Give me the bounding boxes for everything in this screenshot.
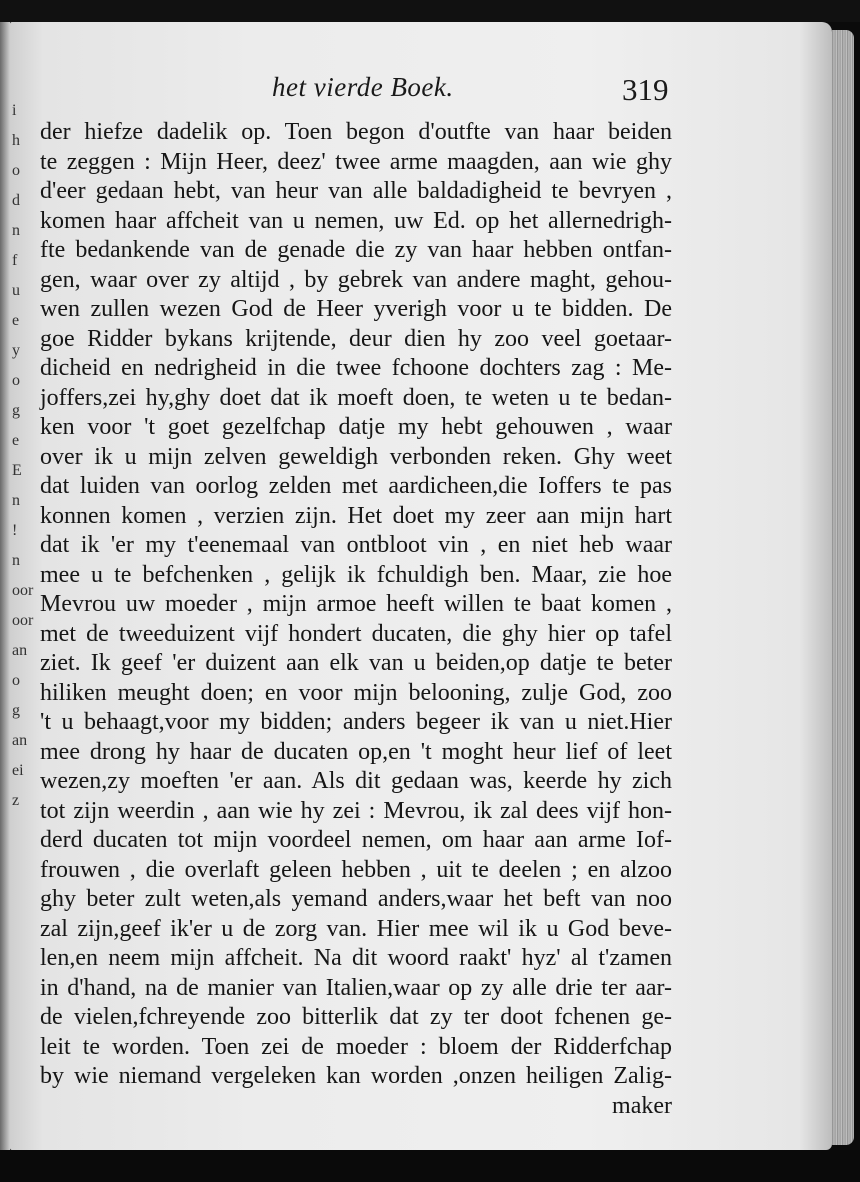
- text-line: len,en neem mijn affcheit. Na dit woord raakt' hyz' al t'zamen: [40, 945, 672, 971]
- facing-page-bleed: [10, 22, 36, 1150]
- text-line: zal zijn,geef ik'er u de zorg van. Hier mee wil ik u God beve-: [40, 915, 672, 942]
- margin-fragment: h: [12, 132, 20, 149]
- book-page: [10, 22, 832, 1150]
- margin-fragment: g: [12, 402, 20, 419]
- text-line: konnen komen , verzien zijn. Het doet my zeer aan mijn hart: [40, 502, 672, 529]
- text-line: ken voor 't goet gezelfchap datje my hebt gehouwen , waar: [40, 414, 672, 440]
- left-page-gutter: [0, 22, 10, 1150]
- text-line: 't u behaagt,voor my bidden; anders begeer ik van u niet.Hier: [40, 709, 672, 735]
- text-line: fte bedankende van de genade die zy van haar hebben ontfan-: [40, 237, 672, 263]
- text-line: in d'hand, na de manier van Italien,waar op zy alle drie ter aar-: [40, 974, 672, 1001]
- scanner-top-border: [0, 0, 860, 22]
- margin-fragment: !: [12, 522, 18, 539]
- margin-fragment: z: [12, 792, 20, 809]
- text-line: by wie niemand vergeleken kan worden ,onzen heiligen Zalig-: [40, 1063, 672, 1089]
- margin-fragment: y: [12, 342, 20, 359]
- text-line: hiliken meught doen; en voor mijn belooning, zulje God, zoo: [40, 679, 672, 706]
- text-line: d'eer gedaan hebt, van heur van alle baldadigheid te bevryen ,: [40, 178, 672, 204]
- margin-fragment: f: [12, 252, 18, 269]
- text-line: maker: [612, 1092, 672, 1119]
- margin-fragment: o: [12, 162, 20, 179]
- text-line: de vielen,fchreyende zoo bitterlik dat zy ter doot fchenen ge-: [40, 1004, 672, 1030]
- text-line: frouwen , die overlaft geleen hebben , uit te deelen ; en alzoo: [40, 856, 672, 883]
- text-line: wezen,zy moeften 'er aan. Als dit gedaan was, keerde hy zich: [40, 768, 672, 794]
- page-fore-edges: [832, 30, 854, 1145]
- text-line: ziet. Ik geef 'er duizent aan elk van u beiden,op datje te beter: [40, 650, 672, 676]
- text-line: mee u te befchenken , gelijk ik fchuldigh ben. Maar, zie hoe: [40, 561, 672, 588]
- margin-fragment: an: [12, 642, 28, 659]
- text-line: derd ducaten tot mijn voordeel nemen, om haar aan arme Iof-: [40, 827, 672, 853]
- margin-fragment: oor: [12, 612, 34, 629]
- margin-fragment: E: [12, 462, 22, 479]
- text-line: Mevrou uw moeder , mijn armoe heeft willen te baat komen ,: [40, 591, 672, 617]
- margin-fragment: an: [12, 732, 28, 749]
- page-number: 319: [622, 72, 669, 107]
- text-line: met de tweeduizent vijf hondert ducaten, die ghy hier op tafel: [40, 620, 672, 647]
- margin-fragment: ei: [12, 762, 24, 779]
- text-line: dat ik 'er my t'eenemaal van ontbloot vin , en niet heb waar: [40, 532, 672, 558]
- text-line: goe Ridder bykans krijtende, deur dien hy zoo veel goetaar-: [40, 325, 672, 352]
- margin-fragment: o: [12, 372, 20, 389]
- margin-fragment: g: [12, 702, 20, 719]
- text-line: joffers,zei hy,ghy doet dat ik moeft doen, te weten u te bedan-: [40, 384, 672, 411]
- margin-fragment: n: [12, 222, 20, 239]
- running-head: het vierde Boek.: [272, 72, 454, 102]
- margin-fragment: n: [12, 492, 20, 509]
- text-line: over ik u mijn zelven geweldigh verbonden reken. Ghy weet: [40, 443, 672, 470]
- text-line: gen, waar over zy altijd , by gebrek van andere maght, gehou-: [40, 266, 672, 293]
- text-line: ghy beter zult weten,als yemand anders,waar het beft van noo: [40, 886, 672, 912]
- scanner-bottom-border: [0, 1150, 860, 1182]
- text-line: mee drong hy haar de ducaten op,en 't moght heur lief of leet: [40, 738, 672, 765]
- text-line: dicheid en nedrigheid in die twee fchoone dochters zag : Me-: [40, 355, 672, 381]
- margin-fragment: d: [12, 192, 20, 209]
- text-line: dat luiden van oorlog zelden met aardicheen,die Ioffers te pas: [40, 473, 672, 499]
- text-line: komen haar affcheit van u nemen, uw Ed. op het allernedrigh-: [40, 207, 672, 234]
- text-line: tot zijn weerdin , aan wie hy zei : Mevrou, ik zal dees vijf hon-: [40, 797, 672, 824]
- margin-fragment: e: [12, 312, 20, 329]
- text-line: wen zullen wezen God de Heer yverigh voor u te bidden. De: [40, 296, 672, 322]
- text-line: leit te worden. Toen zei de moeder : bloem der Ridderfchap: [40, 1033, 672, 1060]
- margin-fragment: n: [12, 552, 20, 569]
- margin-fragment: oor: [12, 582, 34, 599]
- margin-fragment: i: [12, 102, 17, 119]
- text-line: te zeggen : Mijn Heer, deez' twee arme maagden, aan wie ghy: [40, 148, 672, 175]
- margin-fragment: e: [12, 432, 20, 449]
- margin-fragment: u: [12, 282, 20, 299]
- text-line: der hiefze dadelik op. Toen begon d'outfte van haar beiden: [40, 119, 672, 145]
- margin-fragment: o: [12, 672, 20, 689]
- body-text: [40, 118, 672, 1121]
